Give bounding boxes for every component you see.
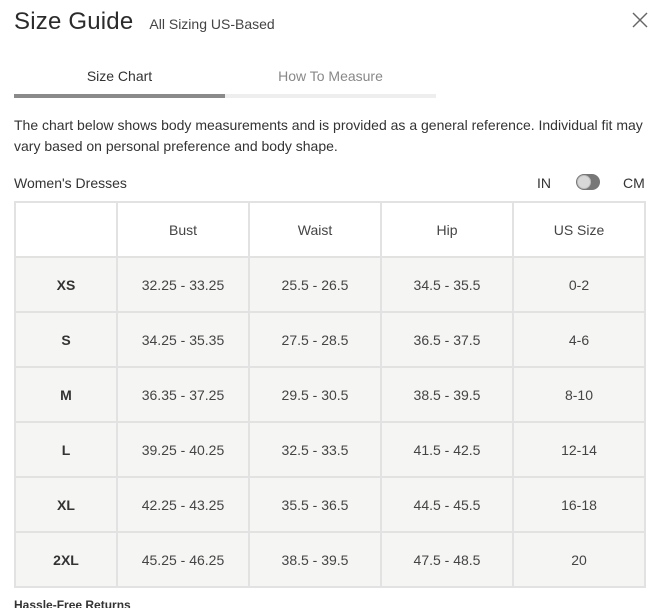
description-text: The chart below shows body measurements and is provided as a general reference. Individual fit may vary based on personal preference and body shape. bbox=[14, 117, 643, 154]
row-size-label: 2XL bbox=[15, 532, 117, 587]
waist-cell: 27.5 - 28.5 bbox=[249, 312, 381, 367]
unit-in-label[interactable]: IN bbox=[537, 175, 551, 191]
header-cell-bust: Bust bbox=[117, 202, 249, 257]
bust-cell: 36.35 - 37.25 bbox=[117, 367, 249, 422]
hip-cell: 44.5 - 45.5 bbox=[381, 477, 513, 532]
us-size-cell: 12-14 bbox=[513, 422, 645, 477]
page-title: Size Guide bbox=[14, 8, 134, 35]
table-row bbox=[15, 312, 645, 367]
page-subtitle: All Sizing US-Based bbox=[149, 16, 275, 32]
active-tab-indicator bbox=[14, 94, 225, 98]
hip-cell: 34.5 - 35.5 bbox=[381, 257, 513, 312]
size-chart-table bbox=[14, 201, 646, 588]
table-row bbox=[15, 422, 645, 477]
modal-header bbox=[14, 8, 275, 36]
category-label: Women's Dresses bbox=[14, 175, 127, 191]
hassle-free-returns-link[interactable]: Hassle-Free Returns bbox=[14, 598, 131, 608]
bust-cell: 34.25 - 35.35 bbox=[117, 312, 249, 367]
waist-cell: 25.5 - 26.5 bbox=[249, 257, 381, 312]
header-cell-empty bbox=[15, 202, 117, 257]
hip-cell: 47.5 - 48.5 bbox=[381, 532, 513, 587]
table-row bbox=[15, 367, 645, 422]
header-cell-us-size: US Size bbox=[513, 202, 645, 257]
waist-cell: 35.5 - 36.5 bbox=[249, 477, 381, 532]
us-size-cell: 16-18 bbox=[513, 477, 645, 532]
tab-size-chart[interactable]: Size Chart bbox=[86, 68, 153, 84]
table-row bbox=[15, 532, 645, 587]
tab-bar bbox=[14, 60, 436, 98]
us-size-cell: 20 bbox=[513, 532, 645, 587]
row-size-label: XS bbox=[15, 257, 117, 312]
table-row bbox=[15, 477, 645, 532]
unit-toggle-knob bbox=[577, 175, 591, 189]
row-size-label: L bbox=[15, 422, 117, 477]
row-size-label: S bbox=[15, 312, 117, 367]
hip-cell: 41.5 - 42.5 bbox=[381, 422, 513, 477]
unit-cm-label[interactable]: CM bbox=[623, 175, 645, 191]
table-header-row bbox=[15, 202, 645, 257]
close-button[interactable] bbox=[630, 10, 650, 30]
bust-cell: 42.25 - 43.25 bbox=[117, 477, 249, 532]
bust-cell: 39.25 - 40.25 bbox=[117, 422, 249, 477]
hip-cell: 36.5 - 37.5 bbox=[381, 312, 513, 367]
us-size-cell: 8-10 bbox=[513, 367, 645, 422]
tab-how-to-measure[interactable]: How To Measure bbox=[278, 68, 383, 84]
hip-cell: 38.5 - 39.5 bbox=[381, 367, 513, 422]
unit-toggle[interactable] bbox=[576, 174, 600, 190]
us-size-cell: 0-2 bbox=[513, 257, 645, 312]
waist-cell: 29.5 - 30.5 bbox=[249, 367, 381, 422]
row-size-label: M bbox=[15, 367, 117, 422]
row-size-label: XL bbox=[15, 477, 117, 532]
header-cell-hip: Hip bbox=[381, 202, 513, 257]
close-icon bbox=[630, 10, 650, 30]
header-cell-waist: Waist bbox=[249, 202, 381, 257]
bust-cell: 32.25 - 33.25 bbox=[117, 257, 249, 312]
bust-cell: 45.25 - 46.25 bbox=[117, 532, 249, 587]
us-size-cell: 4-6 bbox=[513, 312, 645, 367]
table-row bbox=[15, 257, 645, 312]
waist-cell: 32.5 - 33.5 bbox=[249, 422, 381, 477]
waist-cell: 38.5 - 39.5 bbox=[249, 532, 381, 587]
